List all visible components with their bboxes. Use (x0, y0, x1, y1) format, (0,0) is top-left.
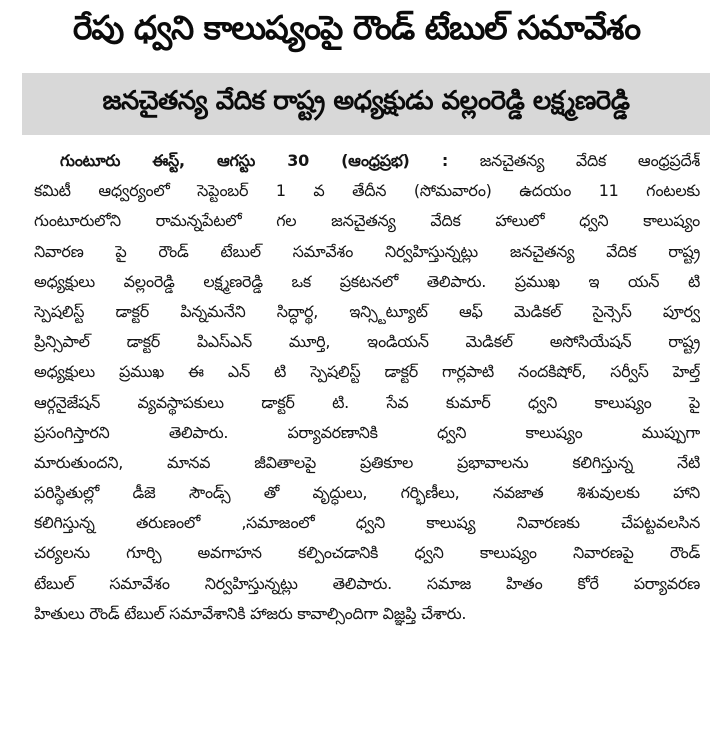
article-line: నివారణ పై రౌండ్ టేబుల్ సమావేశం నిర్వహిస్తున్నట్లు జనచైతన్య వేదిక రాష్ట్ర (34, 241, 700, 261)
article-line: గుంటూరులోని రామన్నపేటలో గల జనచైతన్య వేదిక హాలులో ధ్వని కాలుష్యం (34, 211, 700, 231)
article-line: ప్రసంగిస్తారని తెలిపారు. పర్యావరణానికి ధ్వని కాలుష్యం ముప్పుగా (34, 422, 700, 442)
article-line: మారుతుందని, మానవ జీవితాలపై ప్రతికూల ప్రభావాలను కలిగిస్తున్న నేటి (34, 452, 700, 472)
article-headline: రేపు ధ్వని కాలుష్యంపై రౌండ్ టేబుల్ సమావేశం (72, 8, 641, 47)
article-line: అధ్యక్షులు వల్లంరెడ్డి లక్ష్మణరెడ్డి ఒక ప్రకటనలో తెలిపారు. ప్రముఖ ఇ యన్ టి (34, 271, 700, 291)
article-line-text: జనచైతన్య వేదిక ఆంధ్రప్రదేశ్ (447, 151, 700, 170)
article-line: అధ్యక్షులు ప్రముఖ ఈ ఎన్ టి స్పెషలిస్ట్ డాక్టర్ గార్లపాటి నందకిషోర్, సర్వీస్ హెల్త్ (34, 362, 700, 382)
article-line: ఆర్గనైజేషన్ వ్యవస్థాపకులు డాక్టర్ టి. సేవ కుమార్ ధ్వని కాలుష్యం పై (34, 392, 700, 412)
article-line: కమిటీ ఆధ్వర్యంలో సెప్టెంబర్ 1 వ తేదీన (సోమవారం) ఉదయం 11 గంటలకు (34, 181, 700, 201)
article-line: ప్రిన్సిపాల్ డాక్టర్ పిఎస్ఎన్ మూర్తి, ఇండియన్ మెడికల్ అసోసియేషన్ రాష్ట్ర (34, 332, 700, 352)
article-line: చర్యలను గూర్చి అవగాహన కల్పించడానికి ధ్వని కాలుష్యం నివారణపై రౌండ్ (34, 543, 700, 563)
article-line: టేబుల్ సమావేశం నిర్వహిస్తున్నట్లు తెలిపారు. సమాజ హితం కోరే పర్యావరణ (34, 573, 700, 593)
article-line: పరిస్థితుల్లో డీజె సౌండ్స్ తో వృద్ధులు, గర్భిణీలు, నవజాత శిశువులకు హాని (34, 483, 700, 503)
article-dateline: గుంటూరు ఈస్ట్, ఆగస్టు 30 (ఆంధ్రప్రభ) : (60, 151, 448, 170)
article-subheadline: జనచైతన్య వేదిక రాష్ట్ర అధ్యక్షుడు వల్లంరెడ్డి లక్ష్మణరెడ్డి (102, 86, 630, 116)
article-body (34, 146, 700, 629)
article-line: స్పెషలిస్ట్ డాక్టర్ పిన్నమనేని సిద్ధార్థ, ఇన్స్టిట్యూట్ ఆఫ్ మెడికల్ సైన్సెస్ పూర్వ (34, 301, 700, 321)
article-line (34, 146, 700, 176)
subheadline-box (22, 73, 710, 135)
article-line: కలిగిస్తున్న తరుణంలో ,సమాజంలో ధ్వని కాలుష్య నివారణకు చేపట్టవలసిన (34, 513, 700, 533)
article-line: హితులు రౌండ్ టేబుల్ సమావేశానికి హాజరు కావాల్సిందిగా విజ్ఞప్తి చేశారు. (34, 603, 467, 623)
